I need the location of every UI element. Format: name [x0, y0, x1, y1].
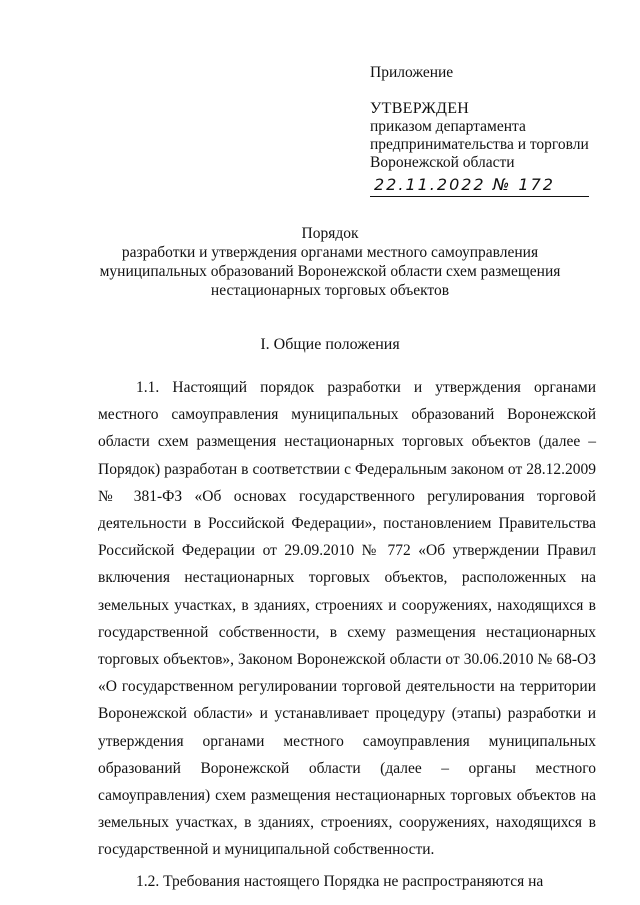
title-line-1: Порядок	[301, 225, 359, 242]
approved-label: УТВЕРЖДЕН	[370, 100, 470, 117]
approval-block	[370, 64, 600, 197]
paragraph-1-1: 1.1. Настоящий порядок разработки и утверждения органами местного самоуправления муниципальных образований Воронежской области схем размещения нестационарных торговых объектов (далее – Порядок) разработан в соответствии с Федеральным законом от 28.12.2009 № 381-ФЗ «Об основах государственного регулирования торговой деятельности в Российской Федерации», постановлением Правительства Российской Федерации от 29.09.2010 № 772 «Об утверждении Правил включения нестационарных торговых объектов, расположенных на земельных участках, в зданиях, строениях и сооружениях, находящихся в государственной собственности, в схему размещения нестационарных торговых объектов», Законом Воронежской области от 30.06.2010 № 68-ОЗ «О государственном регулировании торговой деятельности на территории Воронежской области» и устанавливает процедуру (этапы) разработки и утверждения органами местного самоуправления муниципальных образований Воронежской области (далее – органы местного самоуправления) схем размещения нестационарных торговых объектов на земельных участках, в зданиях, строениях, сооружениях, находящихся в государственной и муниципальной собственности.	[98, 379, 596, 859]
paragraph-1-2: 1.2. Требования настоящего Порядка не распространяются на	[136, 872, 544, 890]
document-body	[98, 374, 596, 895]
handwritten-date-number: 22.11.2022 № 172	[370, 176, 589, 197]
title-line-4: нестационарных торговых объектов	[210, 282, 450, 299]
document-title	[60, 224, 600, 300]
title-line-3: муниципальных образований Воронежской области схем размещения	[99, 263, 561, 280]
order-line-1: приказом департамента	[370, 118, 526, 135]
section-heading: I. Общие положения	[260, 336, 400, 353]
appendix-label: Приложение	[370, 64, 454, 81]
order-line-2: предпринимательства и торговли	[370, 136, 589, 153]
title-line-2: разработки и утверждения органами местного самоуправления	[121, 244, 539, 261]
order-line-3: Воронежской области	[370, 154, 515, 171]
